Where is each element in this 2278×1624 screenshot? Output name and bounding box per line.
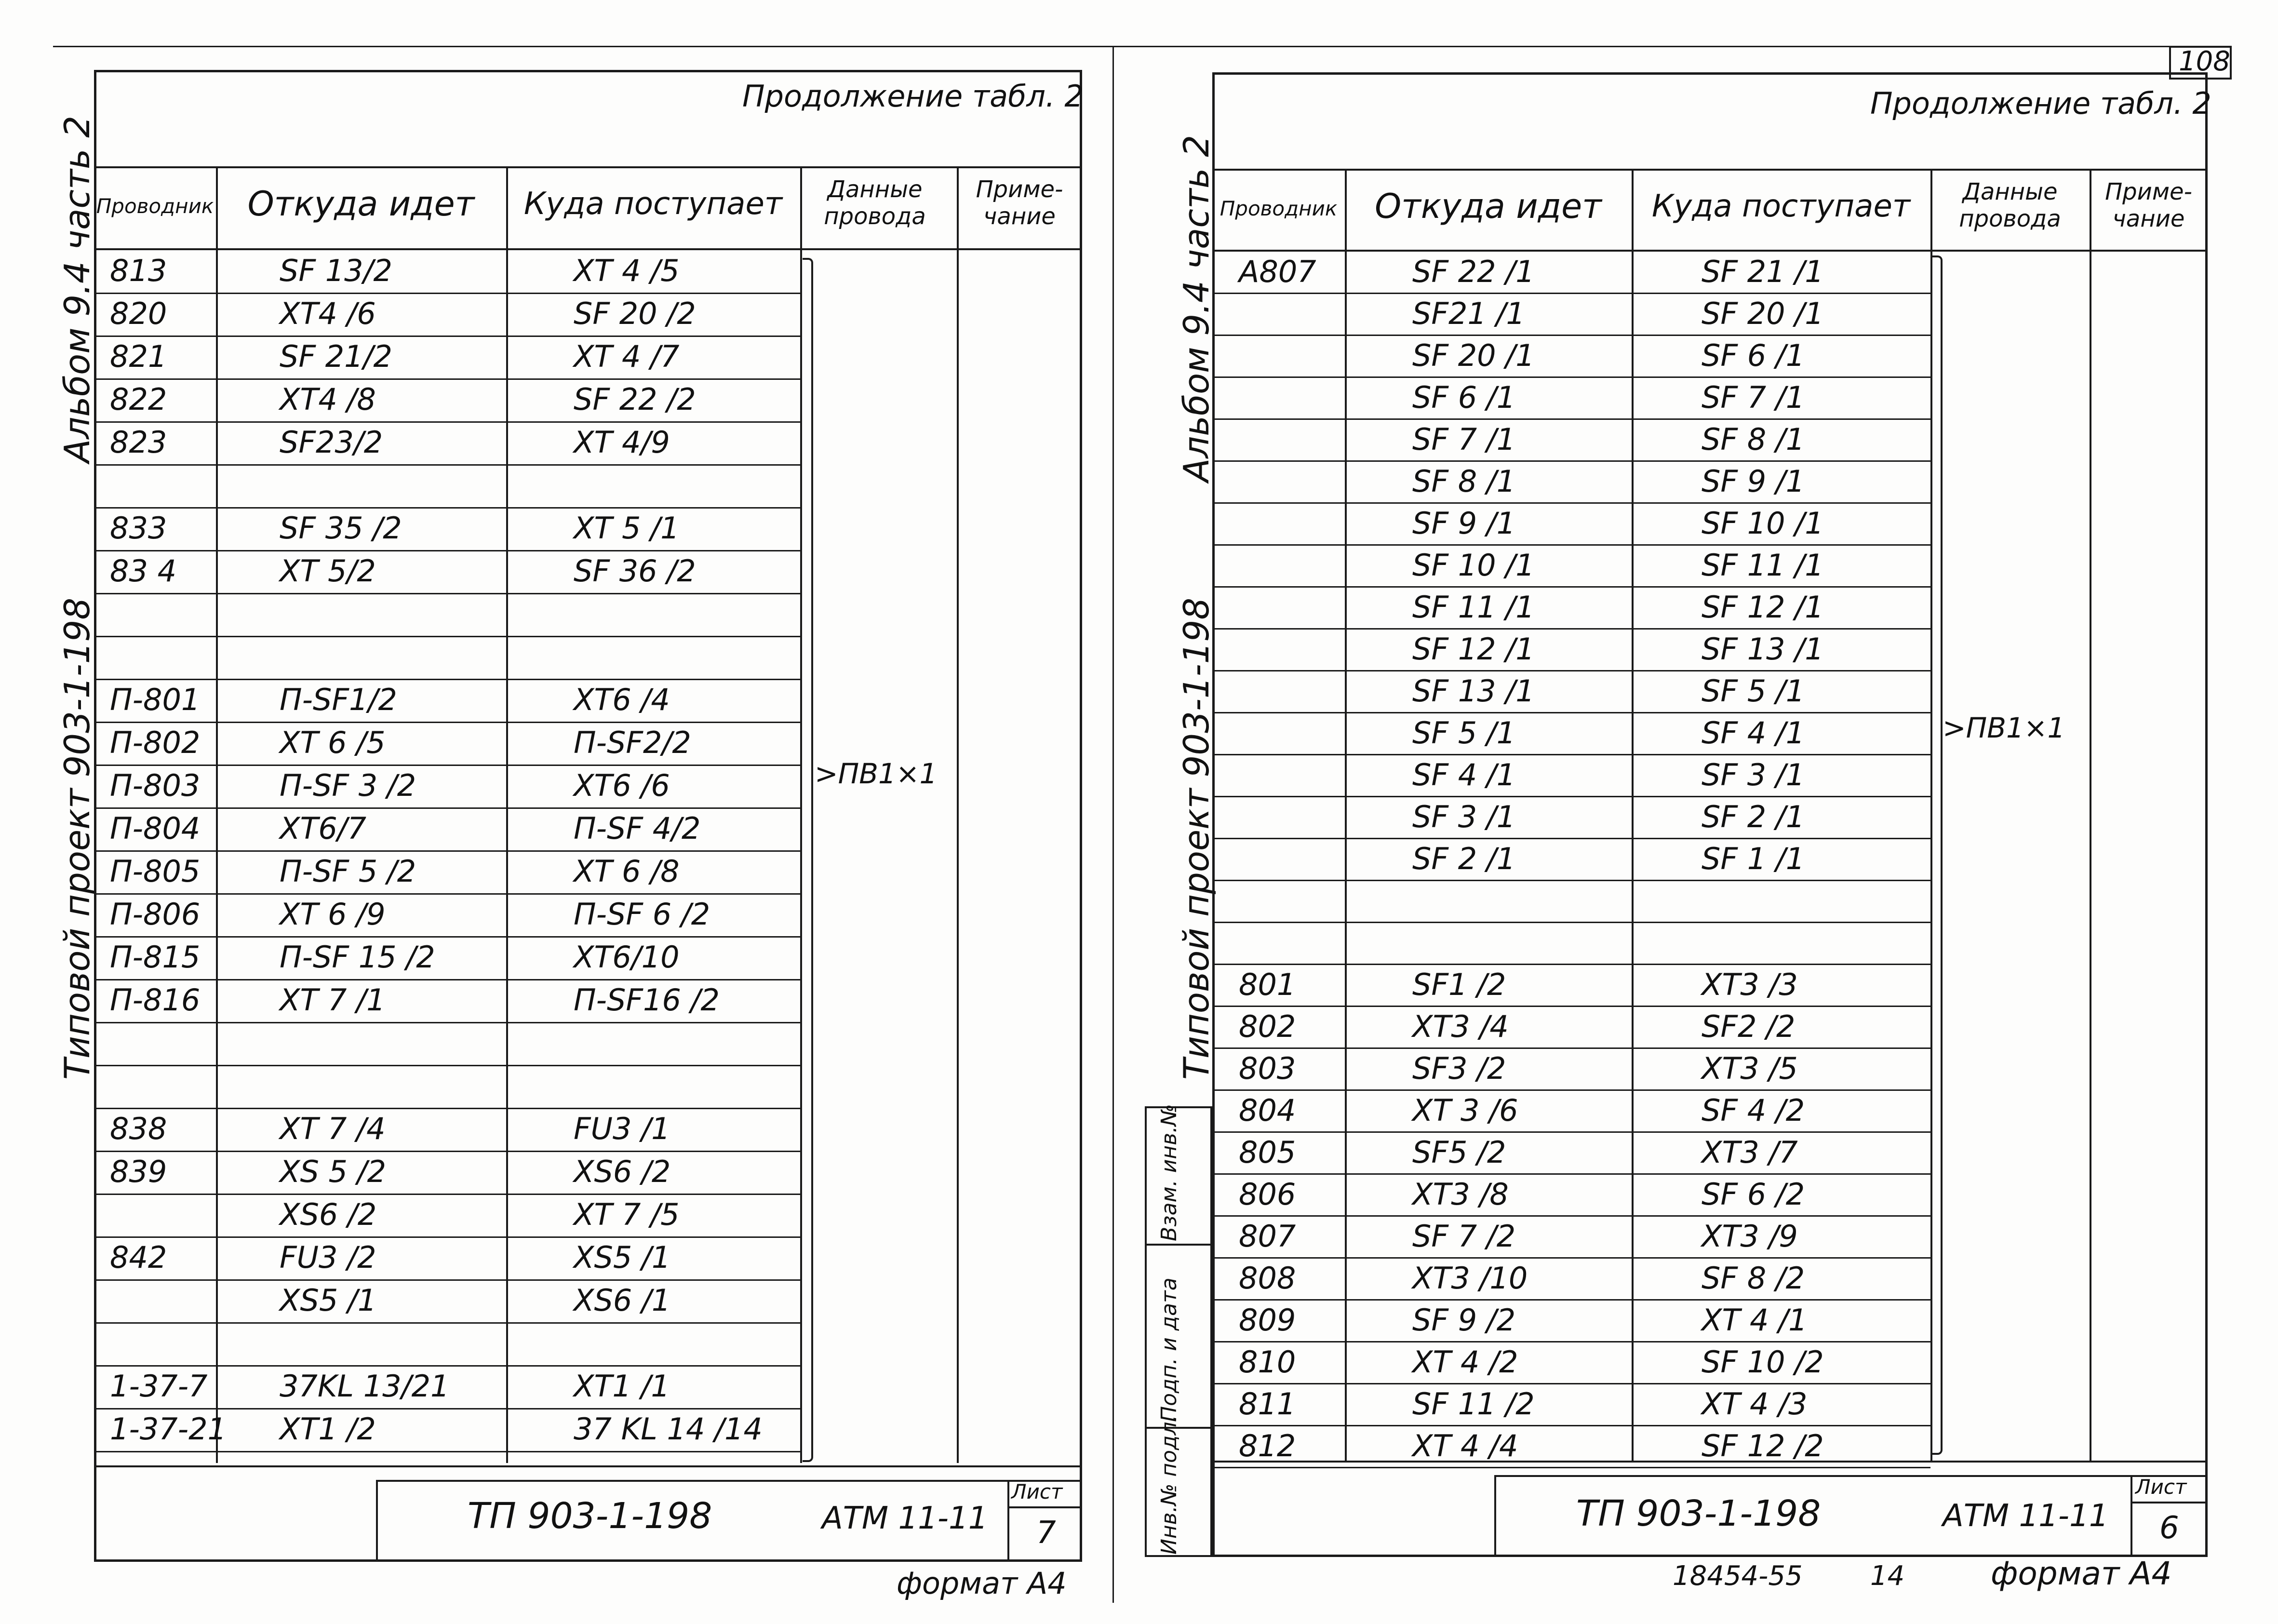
table-cell-from: SF21 /1 (1412, 296, 1525, 331)
right-col-line-2 (1632, 169, 1634, 1461)
right-stamp-side-divider-1 (1145, 1244, 1212, 1246)
table-row-line (1212, 1467, 1930, 1468)
table-cell-from: 37KL 13/21 (280, 1369, 450, 1404)
table-cell-conductor: 808 (1239, 1261, 1296, 1296)
table-cell-from: SF 11 /2 (1412, 1386, 1535, 1422)
right-col-line-4 (2090, 169, 2091, 1461)
table-cell-to: SF 9 /1 (1702, 464, 1805, 499)
table-row-line (94, 464, 800, 466)
table-cell-to: SF 5 /1 (1702, 673, 1805, 709)
table-row-line (1212, 964, 1930, 965)
table-cell-from: SF3 /2 (1412, 1051, 1506, 1086)
table-cell-conductor: 803 (1239, 1051, 1296, 1086)
table-cell-from: XT1 /2 (280, 1411, 376, 1447)
left-col-line-1 (216, 166, 218, 1463)
table-cell-to: SF 8 /1 (1702, 422, 1805, 457)
left-stamp-sheet-divider (1007, 1506, 1082, 1508)
table-cell-to: XT3 /7 (1702, 1135, 1798, 1170)
table-row-line (1212, 754, 1930, 755)
right-continuation-title: Продолжение табл. 2 (1870, 86, 2211, 121)
table-cell-from: XT 6 /9 (280, 897, 386, 932)
table-cell-to: XS6 /2 (574, 1154, 671, 1189)
table-row-line (1212, 670, 1930, 671)
table-row-line (1212, 838, 1930, 839)
table-row-line (94, 1279, 800, 1281)
table-cell-from: П-SF 15 /2 (280, 940, 435, 975)
right-header-wire-data: Данные провода (1959, 178, 2061, 232)
right-wire-data-brace (1932, 255, 1943, 1455)
table-row-line (1212, 796, 1930, 797)
right-header-to: Куда поступает (1651, 188, 1911, 224)
right-col-line-1 (1345, 169, 1347, 1461)
table-row-line (94, 293, 800, 294)
table-cell-from: SF 6 /1 (1412, 380, 1516, 415)
right-format-label: формат А4 (1991, 1555, 2172, 1592)
table-row-line (94, 636, 800, 637)
right-side-album-label: Альбом 9.4 часть 2 (1176, 134, 1217, 482)
table-cell-to: SF 21 /1 (1702, 254, 1824, 289)
left-col-line-2 (506, 166, 508, 1463)
table-cell-to: XT3 /5 (1702, 1051, 1798, 1086)
table-row-line (94, 1108, 800, 1109)
table-cell-conductor: 807 (1239, 1219, 1296, 1254)
left-header-to: Куда поступает (523, 186, 783, 222)
table-cell-to: SF 1 /1 (1702, 841, 1805, 876)
table-cell-from: XT3 /4 (1412, 1009, 1509, 1044)
table-cell-to: XT3 /9 (1702, 1219, 1798, 1254)
right-header-top-line (1212, 169, 2208, 171)
table-row-line (94, 1194, 800, 1195)
table-cell-to: SF 4 /1 (1702, 715, 1805, 751)
table-row-line (1212, 335, 1930, 336)
table-cell-to: XT 6 /8 (574, 854, 680, 889)
table-cell-conductor: 842 (110, 1240, 167, 1275)
table-row-line (1212, 628, 1930, 630)
table-cell-to: XT 4 /3 (1702, 1386, 1808, 1422)
left-continuation-title: Продолжение табл. 2 (742, 79, 1084, 114)
table-cell-from: SF 20 /1 (1412, 338, 1535, 373)
left-wire-data-brace (803, 258, 813, 1462)
table-row-line (1212, 1006, 1930, 1007)
table-row-line (94, 1365, 800, 1367)
center-fold-line (1112, 46, 1114, 1603)
table-cell-to: XT6 /4 (574, 682, 670, 717)
table-row-line (1212, 293, 1930, 294)
left-header-bottom-line (94, 248, 1082, 250)
table-cell-conductor: 812 (1239, 1428, 1296, 1463)
table-cell-from: SF 9 /2 (1412, 1302, 1516, 1338)
table-cell-from: П-SF 5 /2 (280, 854, 416, 889)
table-row-line (94, 1451, 800, 1452)
table-row-line (94, 1151, 800, 1152)
table-cell-conductor: П-806 (110, 897, 201, 932)
left-side-album-label: Альбом 9.4 часть 2 (57, 115, 97, 463)
table-cell-conductor: 83 4 (110, 553, 177, 589)
table-row-line (1212, 376, 1930, 378)
table-cell-conductor: 823 (110, 425, 167, 460)
table-cell-from: XT6/7 (280, 811, 367, 846)
table-cell-from: XT 4 /4 (1412, 1428, 1518, 1463)
table-cell-to: 37 KL 14 /14 (574, 1411, 763, 1447)
right-header-from: Откуда идет (1375, 187, 1602, 226)
table-cell-to: SF 13 /1 (1702, 631, 1824, 667)
table-row-line (1212, 1089, 1930, 1091)
table-cell-conductor: 801 (1239, 967, 1296, 1002)
table-cell-from: SF 13/2 (280, 253, 392, 288)
table-cell-conductor: 820 (110, 296, 167, 331)
table-cell-from: SF 7 /1 (1412, 422, 1516, 457)
table-row-line (1212, 1425, 1930, 1426)
table-cell-conductor: 822 (110, 382, 167, 417)
table-row-line (1212, 1299, 1930, 1301)
table-row-line (94, 679, 800, 680)
left-header-top-line (94, 166, 1082, 168)
table-row-line (1212, 1047, 1930, 1049)
table-cell-to: SF 7 /1 (1702, 380, 1805, 415)
left-header-conductor: Проводник (96, 194, 214, 218)
left-stamp-sheet-number: 7 (1036, 1515, 1056, 1551)
table-cell-from: XS6 /2 (280, 1197, 377, 1232)
table-cell-to: XT 4/9 (574, 425, 670, 460)
table-cell-to: П-SF 6 /2 (574, 897, 710, 932)
table-cell-from: XT4 /6 (280, 296, 376, 331)
table-cell-from: XS 5 /2 (280, 1154, 387, 1189)
table-cell-conductor: 838 (110, 1111, 167, 1146)
table-cell-from: XT 7 /1 (280, 982, 386, 1018)
table-cell-conductor: 804 (1239, 1093, 1296, 1128)
table-row-line (1212, 418, 1930, 420)
table-cell-from: SF1 /2 (1412, 967, 1506, 1002)
left-stamp-sheet-label: Лист (1011, 1480, 1063, 1503)
table-cell-from: XT4 /8 (280, 382, 376, 417)
table-cell-to: П-SF2/2 (574, 725, 691, 760)
table-cell-to: SF 36 /2 (574, 553, 696, 589)
table-cell-from: SF 9 /1 (1412, 506, 1516, 541)
table-cell-from: SF 11 /1 (1412, 590, 1535, 625)
table-cell-to: SF 11 /1 (1702, 548, 1824, 583)
table-row-line (94, 936, 800, 938)
table-cell-conductor: П-815 (110, 940, 201, 975)
table-cell-to: SF 6 /2 (1702, 1177, 1805, 1212)
table-cell-from: SF 21/2 (280, 339, 392, 374)
right-stamp-sheet-label: Лист (2135, 1475, 2187, 1499)
left-header-from: Откуда идет (247, 184, 475, 224)
table-cell-from: XT 6 /5 (280, 725, 386, 760)
table-cell-conductor: 839 (110, 1154, 167, 1189)
right-stamp-top-line (1212, 1461, 2208, 1463)
table-cell-to: XT 4 /5 (574, 253, 680, 288)
table-row-line (1212, 1131, 1930, 1133)
table-row-line (1212, 1173, 1930, 1175)
table-cell-to: SF 20 /1 (1702, 296, 1824, 331)
table-cell-from: SF 35 /2 (280, 510, 402, 546)
left-col-line-4 (957, 166, 959, 1463)
left-stamp-project: ТП 903-1-198 (468, 1495, 712, 1537)
table-cell-from: SF 22 /1 (1412, 254, 1535, 289)
table-cell-to: XT 7 /5 (574, 1197, 680, 1232)
table-row-line (94, 850, 800, 852)
table-row-line (94, 893, 800, 895)
table-row-line (1212, 460, 1930, 462)
table-row-line (94, 593, 800, 594)
right-stamp-side-inventory: Инв.№ подл. (1157, 1415, 1181, 1555)
right-page-number: 108 (2179, 46, 2230, 77)
table-cell-to: SF 22 /2 (574, 382, 696, 417)
table-row-line (1212, 880, 1930, 881)
table-cell-conductor: 805 (1239, 1135, 1296, 1170)
table-cell-to: SF 6 /1 (1702, 338, 1805, 373)
table-row-line (94, 336, 800, 337)
table-cell-conductor: 809 (1239, 1302, 1296, 1338)
table-cell-conductor: П-802 (110, 725, 201, 760)
table-cell-from: XS5 /1 (280, 1283, 377, 1318)
table-row-line (94, 550, 800, 551)
table-cell-to: SF 3 /1 (1702, 757, 1805, 792)
right-stamp-sheet-line (2131, 1475, 2132, 1557)
table-cell-from: XT 5/2 (280, 553, 376, 589)
table-cell-to: П-SF16 /2 (574, 982, 720, 1018)
table-cell-from: SF23/2 (280, 425, 383, 460)
table-cell-from: XT3 /8 (1412, 1177, 1509, 1212)
left-header-wire-data: Данные провода (824, 176, 926, 230)
table-cell-conductor: 811 (1239, 1386, 1296, 1422)
table-cell-from: XT3 /10 (1412, 1261, 1528, 1296)
table-cell-conductor: 1-37-21 (110, 1411, 227, 1447)
table-cell-to: SF 2 /1 (1702, 799, 1805, 834)
table-row-line (1212, 922, 1930, 923)
right-stamp-left-line (1494, 1475, 1496, 1557)
right-header-conductor: Проводник (1219, 197, 1338, 220)
table-cell-to: XT6 /6 (574, 768, 670, 803)
left-format-label: формат А4 (897, 1566, 1067, 1601)
left-side-project-label: Типовой проект 903-1-198 (57, 597, 97, 1080)
table-cell-from: SF 3 /1 (1412, 799, 1516, 834)
table-cell-to: П-SF 4/2 (574, 811, 701, 846)
right-side-project-label: Типовой проект 903-1-198 (1176, 597, 1217, 1080)
table-cell-conductor: П-801 (110, 682, 201, 717)
table-cell-from: SF5 /2 (1412, 1135, 1506, 1170)
table-cell-to: SF 10 /2 (1702, 1344, 1824, 1380)
table-row-line (94, 807, 800, 809)
top-edge-line (53, 46, 2222, 47)
table-cell-from: SF 8 /1 (1412, 464, 1516, 499)
table-cell-conductor: 1-37-7 (110, 1369, 208, 1404)
table-cell-to: SF 8 /2 (1702, 1261, 1805, 1296)
table-cell-from: SF 13 /1 (1412, 673, 1535, 709)
table-cell-conductor: 806 (1239, 1177, 1296, 1212)
table-row-line (1212, 1257, 1930, 1259)
right-stamp-inner-top-line (1494, 1475, 2208, 1477)
left-col-line-3 (800, 166, 802, 1463)
left-stamp-left-line (376, 1480, 378, 1562)
right-header-note: Приме-чание (2105, 178, 2192, 232)
table-cell-from: FU3 /2 (280, 1240, 376, 1275)
table-cell-from: XT 4 /2 (1412, 1344, 1518, 1380)
right-stamp-sheet-number: 6 (2159, 1510, 2179, 1546)
table-cell-from: П-SF1/2 (280, 682, 397, 717)
table-cell-to: SF 20 /2 (574, 296, 696, 331)
table-row-line (94, 421, 800, 423)
table-cell-conductor: П-805 (110, 854, 201, 889)
table-row-line (94, 1408, 800, 1409)
right-wire-data-value: >ПВ1×1 (1943, 711, 2065, 744)
table-cell-from: SF 12 /1 (1412, 631, 1535, 667)
table-row-line (94, 1022, 800, 1023)
table-cell-conductor: П-803 (110, 768, 201, 803)
right-header-bottom-line (1212, 250, 2208, 252)
table-row-line (1212, 544, 1930, 546)
table-cell-conductor: 813 (110, 253, 167, 288)
table-cell-to: XT 4 /1 (1702, 1302, 1808, 1338)
table-row-line (1212, 1341, 1930, 1342)
left-stamp-sheet-line (1007, 1480, 1009, 1562)
table-cell-conductor: П-816 (110, 982, 201, 1018)
table-cell-to: SF 12 /1 (1702, 590, 1824, 625)
table-cell-to: FU3 /1 (574, 1111, 670, 1146)
table-cell-from: XT 7 /4 (280, 1111, 386, 1146)
table-cell-from: SF 5 /1 (1412, 715, 1516, 751)
right-footer-page: 14 (1870, 1560, 1905, 1592)
table-cell-from: SF 4 /1 (1412, 757, 1516, 792)
table-cell-conductor: А807 (1239, 254, 1316, 289)
table-cell-from: SF 7 /2 (1412, 1219, 1516, 1254)
table-row-line (1212, 712, 1930, 713)
table-row-line (94, 1065, 800, 1066)
right-stamp-side-replacement: Взам. инв.№ (1157, 1104, 1181, 1241)
table-cell-conductor: 810 (1239, 1344, 1296, 1380)
left-stamp-top-line (94, 1465, 1082, 1467)
table-cell-to: XS5 /1 (574, 1240, 671, 1275)
table-cell-conductor: П-804 (110, 811, 201, 846)
right-stamp-side-signature: Подп. и дата (1157, 1277, 1181, 1422)
left-header-note: Приме-чание (976, 176, 1063, 230)
table-cell-to: XT6/10 (574, 940, 680, 975)
table-cell-from: П-SF 3 /2 (280, 768, 416, 803)
table-cell-to: SF 4 /2 (1702, 1093, 1805, 1128)
table-row-line (94, 1322, 800, 1324)
table-cell-from: XT 3 /6 (1412, 1093, 1518, 1128)
table-cell-conductor: 821 (110, 339, 167, 374)
table-row-line (94, 378, 800, 380)
table-cell-to: XT 5 /1 (574, 510, 680, 546)
table-cell-to: XT1 /1 (574, 1369, 670, 1404)
right-stamp-code: АТМ 11-11 (1943, 1498, 2109, 1534)
right-stamp-project: ТП 903-1-198 (1576, 1493, 1821, 1534)
table-row-line (1212, 586, 1930, 588)
table-row-line (1212, 1215, 1930, 1217)
right-footer-number: 18454-55 (1673, 1560, 1803, 1592)
left-wire-data-value: >ПВ1×1 (815, 757, 938, 790)
left-stamp-code: АТМ 11-11 (822, 1501, 988, 1536)
table-cell-to: XT3 /3 (1702, 967, 1798, 1002)
table-row-line (94, 765, 800, 766)
left-stamp-inner-top-line (376, 1480, 1082, 1482)
table-cell-to: XT 4 /7 (574, 339, 680, 374)
table-cell-from: SF 2 /1 (1412, 841, 1516, 876)
table-row-line (94, 979, 800, 980)
table-row-line (94, 1236, 800, 1238)
table-row-line (1212, 1383, 1930, 1384)
table-row-line (94, 507, 800, 509)
table-cell-to: SF 12 /2 (1702, 1428, 1824, 1463)
table-cell-conductor: 802 (1239, 1009, 1296, 1044)
table-row-line (1212, 502, 1930, 504)
table-cell-from: SF 10 /1 (1412, 548, 1535, 583)
table-cell-to: XS6 /1 (574, 1283, 671, 1318)
table-cell-to: SF 10 /1 (1702, 506, 1824, 541)
table-cell-conductor: 833 (110, 510, 167, 546)
right-stamp-sheet-divider (2131, 1502, 2208, 1503)
table-row-line (94, 722, 800, 723)
table-cell-to: SF2 /2 (1702, 1009, 1796, 1044)
